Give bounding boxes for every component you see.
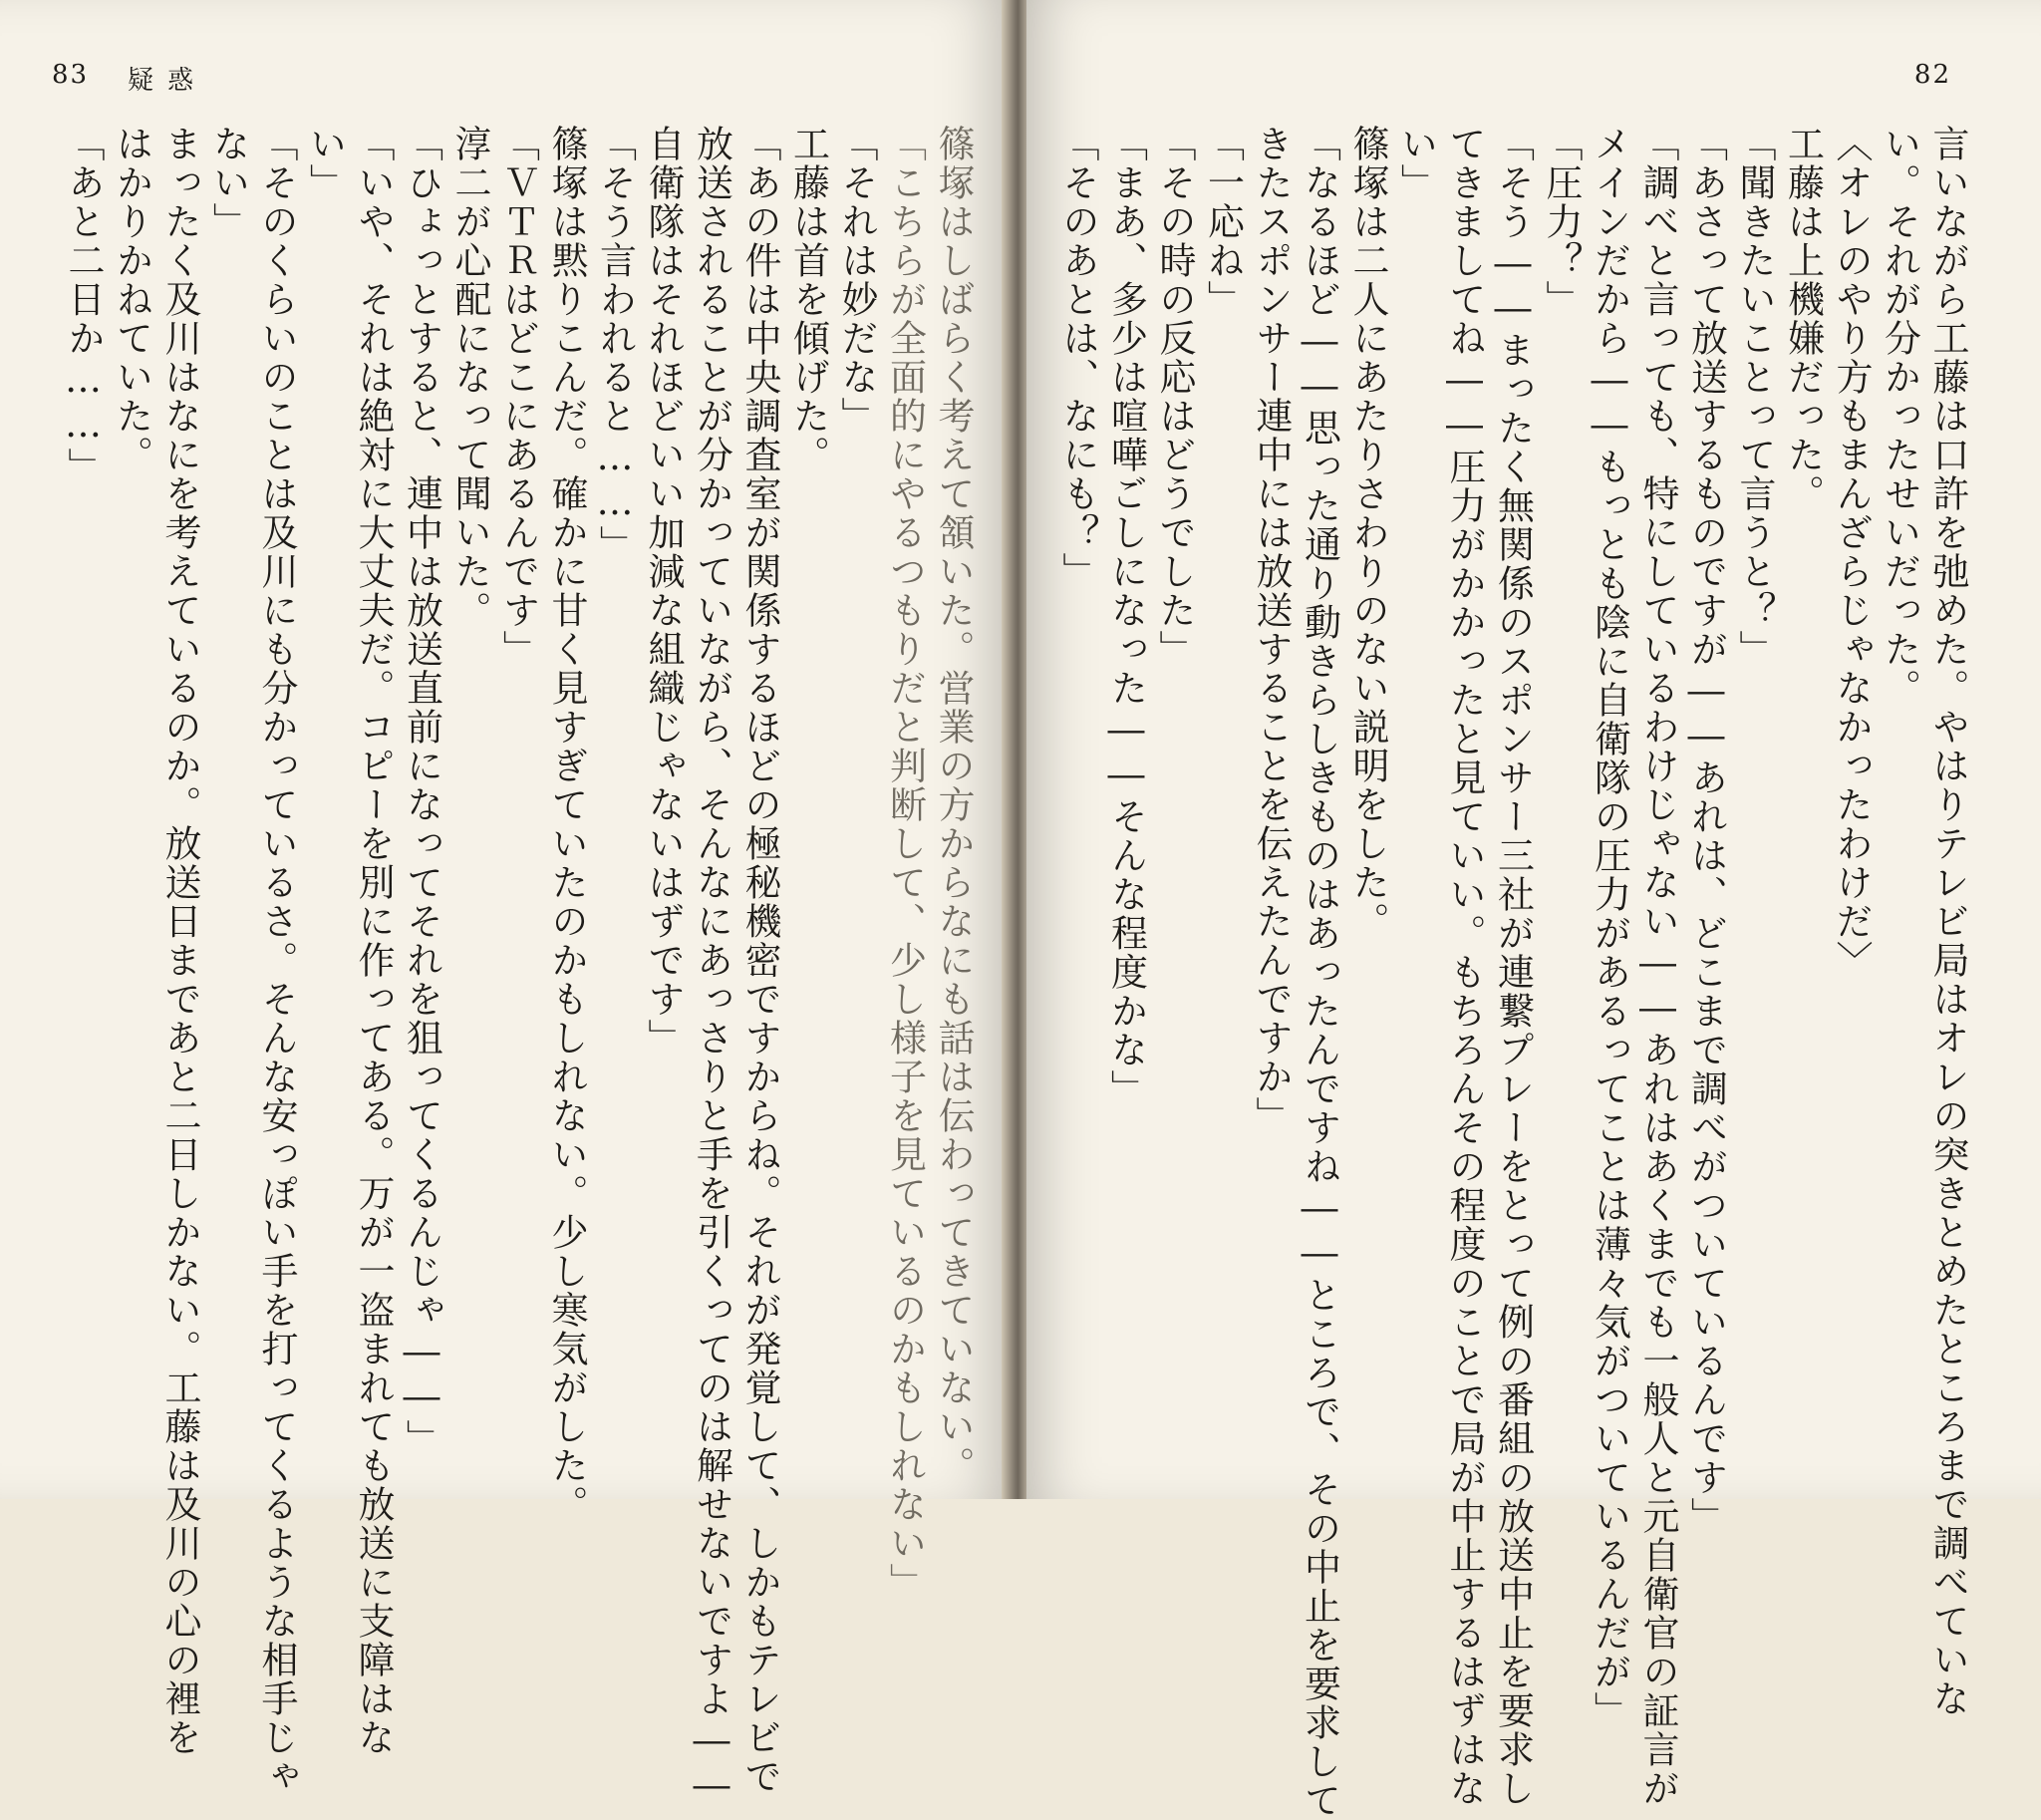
text-line: 淳二が心配になって聞いた。 xyxy=(448,125,491,630)
text-line: 「あと二日か……」 xyxy=(62,125,105,486)
text-line: 「その時の反応はどうでした」 xyxy=(1153,125,1196,669)
text-line: い。それが分かったせいだった。 xyxy=(1878,125,1921,708)
text-line: 「聞きたいことって言うと？」 xyxy=(1733,125,1776,669)
text-line: てきましてね――圧力がかかったと見ていい。もちろんその程度のことで局が中止するはずはな xyxy=(1443,125,1486,1808)
text-line: 「そう――まったく無関係のスポンサー三社が連繋プレーをとって例の番組の放送中止を要求し xyxy=(1491,125,1535,1808)
text-line: 「調べと言っても、特にしているわけじゃない――あれはあくまでも一般人と元自衛官の証言が xyxy=(1636,125,1679,1808)
text-line: はかりかねていた。 xyxy=(110,125,153,474)
text-line: 篠塚は黙りこんだ。確かに甘く見すぎていたのかもしれない。少し寒気がした。 xyxy=(545,125,588,1524)
text-line: ない」 xyxy=(206,125,250,241)
text-line: 「あの件は中央調査室が関係するほどの極秘機密ですからね。それが発覚して、しかもテレビで xyxy=(738,125,781,1796)
text-line: 「そのくらいのことは及川にも分かっているさ。そんな安っぽい手を打ってくるような相手じゃ xyxy=(255,125,298,1796)
text-line: 放送されることが分かっていながら、そんなにあっさりと手を引くってのは解せないですよ―― xyxy=(690,125,733,1808)
page-number: 83 xyxy=(52,60,90,90)
page-number: 82 xyxy=(1913,60,1951,90)
left-page-text xyxy=(50,125,977,1808)
text-line: 自衛隊はそれほどいい加減な組織じゃないはずです」 xyxy=(642,125,685,1058)
text-line: 「ひょっとすると、連中は放送直前になってそれを狙ってくるんじゃ――」 xyxy=(400,125,443,1458)
text-line: 篠塚はしばらく考えて頷いた。営業の方からなにも話は伝わってきていない。 xyxy=(932,125,975,1485)
text-line: まったく及川はなにを考えているのか。放送日まであと二日しかない。工藤は及川の心の裡を xyxy=(158,125,201,1757)
text-line: 「それは妙だな」 xyxy=(835,125,878,436)
text-line: 「こちらが全面的にやるつもりだと判断して、少し様子を見ているのかもしれない」 xyxy=(883,125,927,1602)
text-line: 「そう言われると……」 xyxy=(593,125,637,564)
text-line: 言いながら工藤は口許を弛めた。やはりテレビ局はオレの突きとめたところまで調べていな xyxy=(1926,125,1969,1718)
text-line: 「あさって放送するものですが――あれは、どこまで調べがついているんです」 xyxy=(1684,125,1728,1536)
text-line: 篠塚は二人にあたりさわりのない説明をした。 xyxy=(1346,125,1389,941)
text-line: 〈オレのやり方もまんざらじゃなかったわけだ〉 xyxy=(1830,125,1873,980)
text-line: 工藤は上機嫌だった。 xyxy=(1781,125,1825,513)
text-line: 「ＶＴＲはどこにあるんです」 xyxy=(496,125,540,669)
text-line: い」 xyxy=(303,125,347,202)
right-page xyxy=(1026,0,2041,1820)
text-line: 「一応ね」 xyxy=(1201,125,1245,319)
text-line: 「そのあとは、なにも？」 xyxy=(1056,125,1099,591)
text-line: 「まあ、多少は喧嘩ごしになった――そんな程度かな」 xyxy=(1104,125,1148,1108)
text-line: 工藤は首を傾げた。 xyxy=(786,125,830,474)
text-line: い」 xyxy=(1394,125,1438,202)
text-line: 「いや、それは絶対に大丈夫だ。コピーを別に作ってある。万が一盗まれても放送に支障はな xyxy=(352,125,395,1757)
running-head: 疑惑 xyxy=(128,66,208,96)
right-page-text xyxy=(1056,125,1971,1820)
text-line: メインだから――もっとも陰に自衛隊の圧力があるってことは薄々気がついているんだが」 xyxy=(1588,125,1631,1730)
text-line: きたスポンサー連中には放送することを伝えたんですか」 xyxy=(1250,125,1293,1135)
text-line: 「圧力？」 xyxy=(1540,125,1583,319)
left-page xyxy=(0,0,1007,1808)
text-line: 「なるほど――思った通り動きらしきものはあったんですね――ところで、その中止を要求して xyxy=(1298,125,1341,1820)
